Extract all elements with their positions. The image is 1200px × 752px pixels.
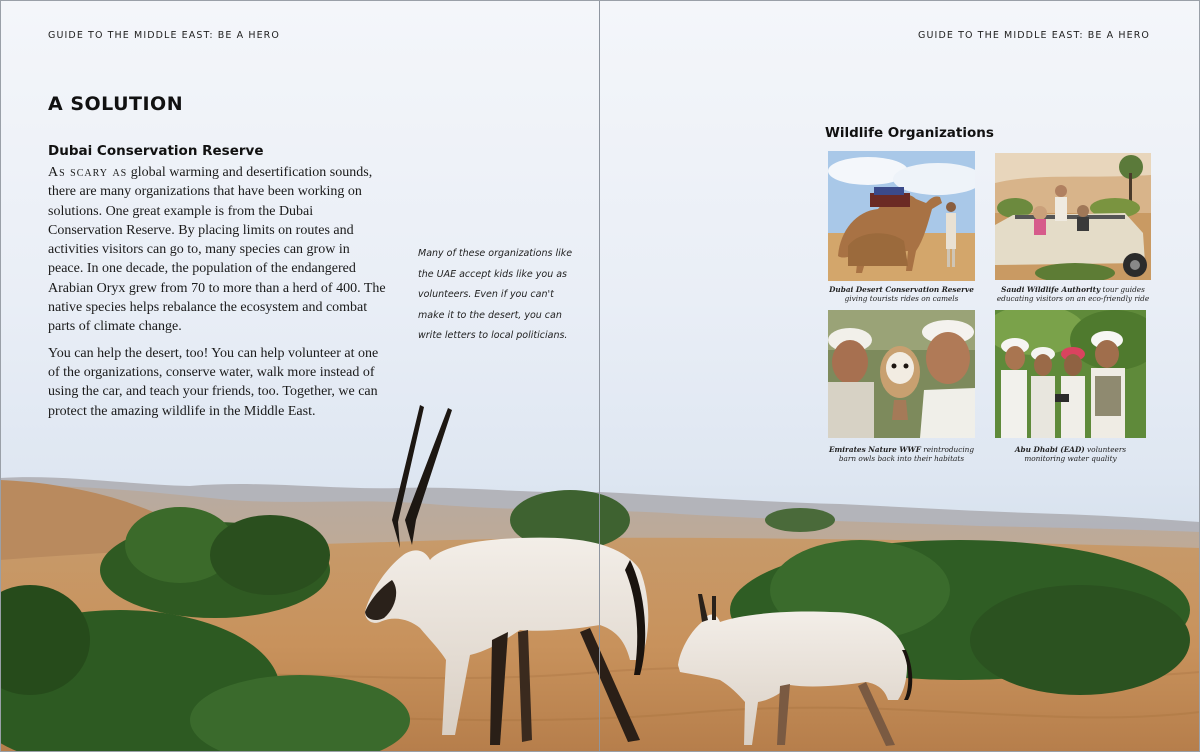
wildlife-organizations-title: Wildlife Organizations <box>825 125 994 141</box>
article-paragraph-2: You can help the desert, too! You can help volunteer at one of the organizations, conserve water, walk more instead of using the car, and teach your friends, too. Together, we can protect the amazing wildlife in the Middle East. <box>48 345 379 419</box>
lead-in-smallcaps: As scary as <box>48 165 128 180</box>
article-subhead: Dubai Conservation Reserve <box>48 143 264 159</box>
volunteers-illustration <box>995 310 1146 438</box>
photo-water-monitoring <box>995 310 1146 438</box>
article-paragraph-1 <box>48 163 388 337</box>
caption-org-name: Emirates Nature WWF <box>828 445 921 454</box>
caption-org-name: Saudi Wildlife Authority <box>1001 285 1101 294</box>
section-title: A SOLUTION <box>48 93 184 115</box>
caption-text: volunteers monitoring water quality <box>1024 445 1127 463</box>
paragraph-1-text: global warming and desertification sounds, there are many organizations that have been working on solutions. One great example is from the Dubai Conservation Reserve. By placing limits on routes and activities visitors can go to, many species can grow in peace. In one decade, the population of the endangered Arabian Oryx grew from 70 to more than a herd of 400. The native species helps rebalance the ecosystem and combat parts of climate change. <box>48 165 386 335</box>
caption-barn-owl <box>828 445 975 463</box>
caption-camel-rides <box>828 285 975 303</box>
vehicle-illustration <box>995 153 1151 280</box>
caption-eco-ride <box>995 285 1151 303</box>
camel-illustration <box>828 151 975 281</box>
caption-water-monitoring <box>995 445 1146 463</box>
photo-camel-rides <box>828 151 975 281</box>
photo-eco-ride <box>995 153 1151 280</box>
left-running-head: GUIDE TO THE MIDDLE EAST: BE A HERO <box>48 30 280 41</box>
article-body <box>48 163 388 428</box>
right-running-head: GUIDE TO THE MIDDLE EAST: BE A HERO <box>918 30 1150 41</box>
caption-text: reintroducing barn owls back into their habitats <box>838 445 975 463</box>
page-spine <box>599 0 600 752</box>
owl-illustration <box>828 310 975 438</box>
caption-org-name: Dubai Desert Conservation Reserve <box>829 285 974 294</box>
caption-text: tour guides educating visitors on an eco-friendly ride <box>996 285 1150 303</box>
photo-barn-owl <box>828 310 975 438</box>
caption-text: giving tourists rides on camels <box>844 294 959 303</box>
caption-org-name: Abu Dhabi (EAD) <box>1014 445 1085 454</box>
pull-quote: Many of these organizations like the UAE accept kids like you as volunteers. Even if you can't make it to the desert, you can write letters to local politicians. <box>418 248 573 341</box>
